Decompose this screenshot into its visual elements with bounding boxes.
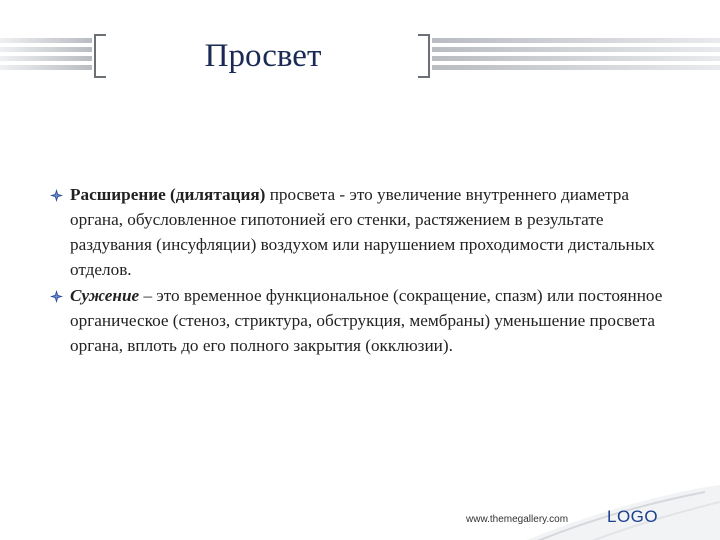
bullet-text: просвета - это увеличение внутреннего диаметра органа, обусловленное гипотонией его стенки, растяжением в результате раздувания (инсуфляции) воздухом или нарушением проходимости дистальных отделов. xyxy=(70,185,655,279)
diamond-bullet-icon xyxy=(50,189,63,202)
logo: LOGO xyxy=(607,507,659,526)
bullet-term: Расширение (дилятация) xyxy=(70,185,266,204)
header-stripes-right xyxy=(432,38,720,78)
bullet-item xyxy=(48,283,684,358)
slide-content xyxy=(48,182,684,359)
title-bracket-left xyxy=(94,34,106,78)
footer-decoration xyxy=(430,478,720,540)
bullet-text: – это временное функциональное (сокращение, спазм) или постоянное органическое (стеноз, стриктура, обструкция, мембраны) уменьшение просвета органа, вплоть до его полного закрытия (окклюзии). xyxy=(70,286,663,355)
header-stripes-left xyxy=(0,38,92,78)
diamond-bullet-icon xyxy=(50,290,63,303)
footer-url[interactable]: www.themegallery.com xyxy=(466,514,569,525)
title-bracket-right xyxy=(418,34,430,78)
bullet-term: Сужение xyxy=(70,286,140,305)
slide-title: Просвет xyxy=(204,38,322,74)
bullet-item xyxy=(48,182,684,282)
